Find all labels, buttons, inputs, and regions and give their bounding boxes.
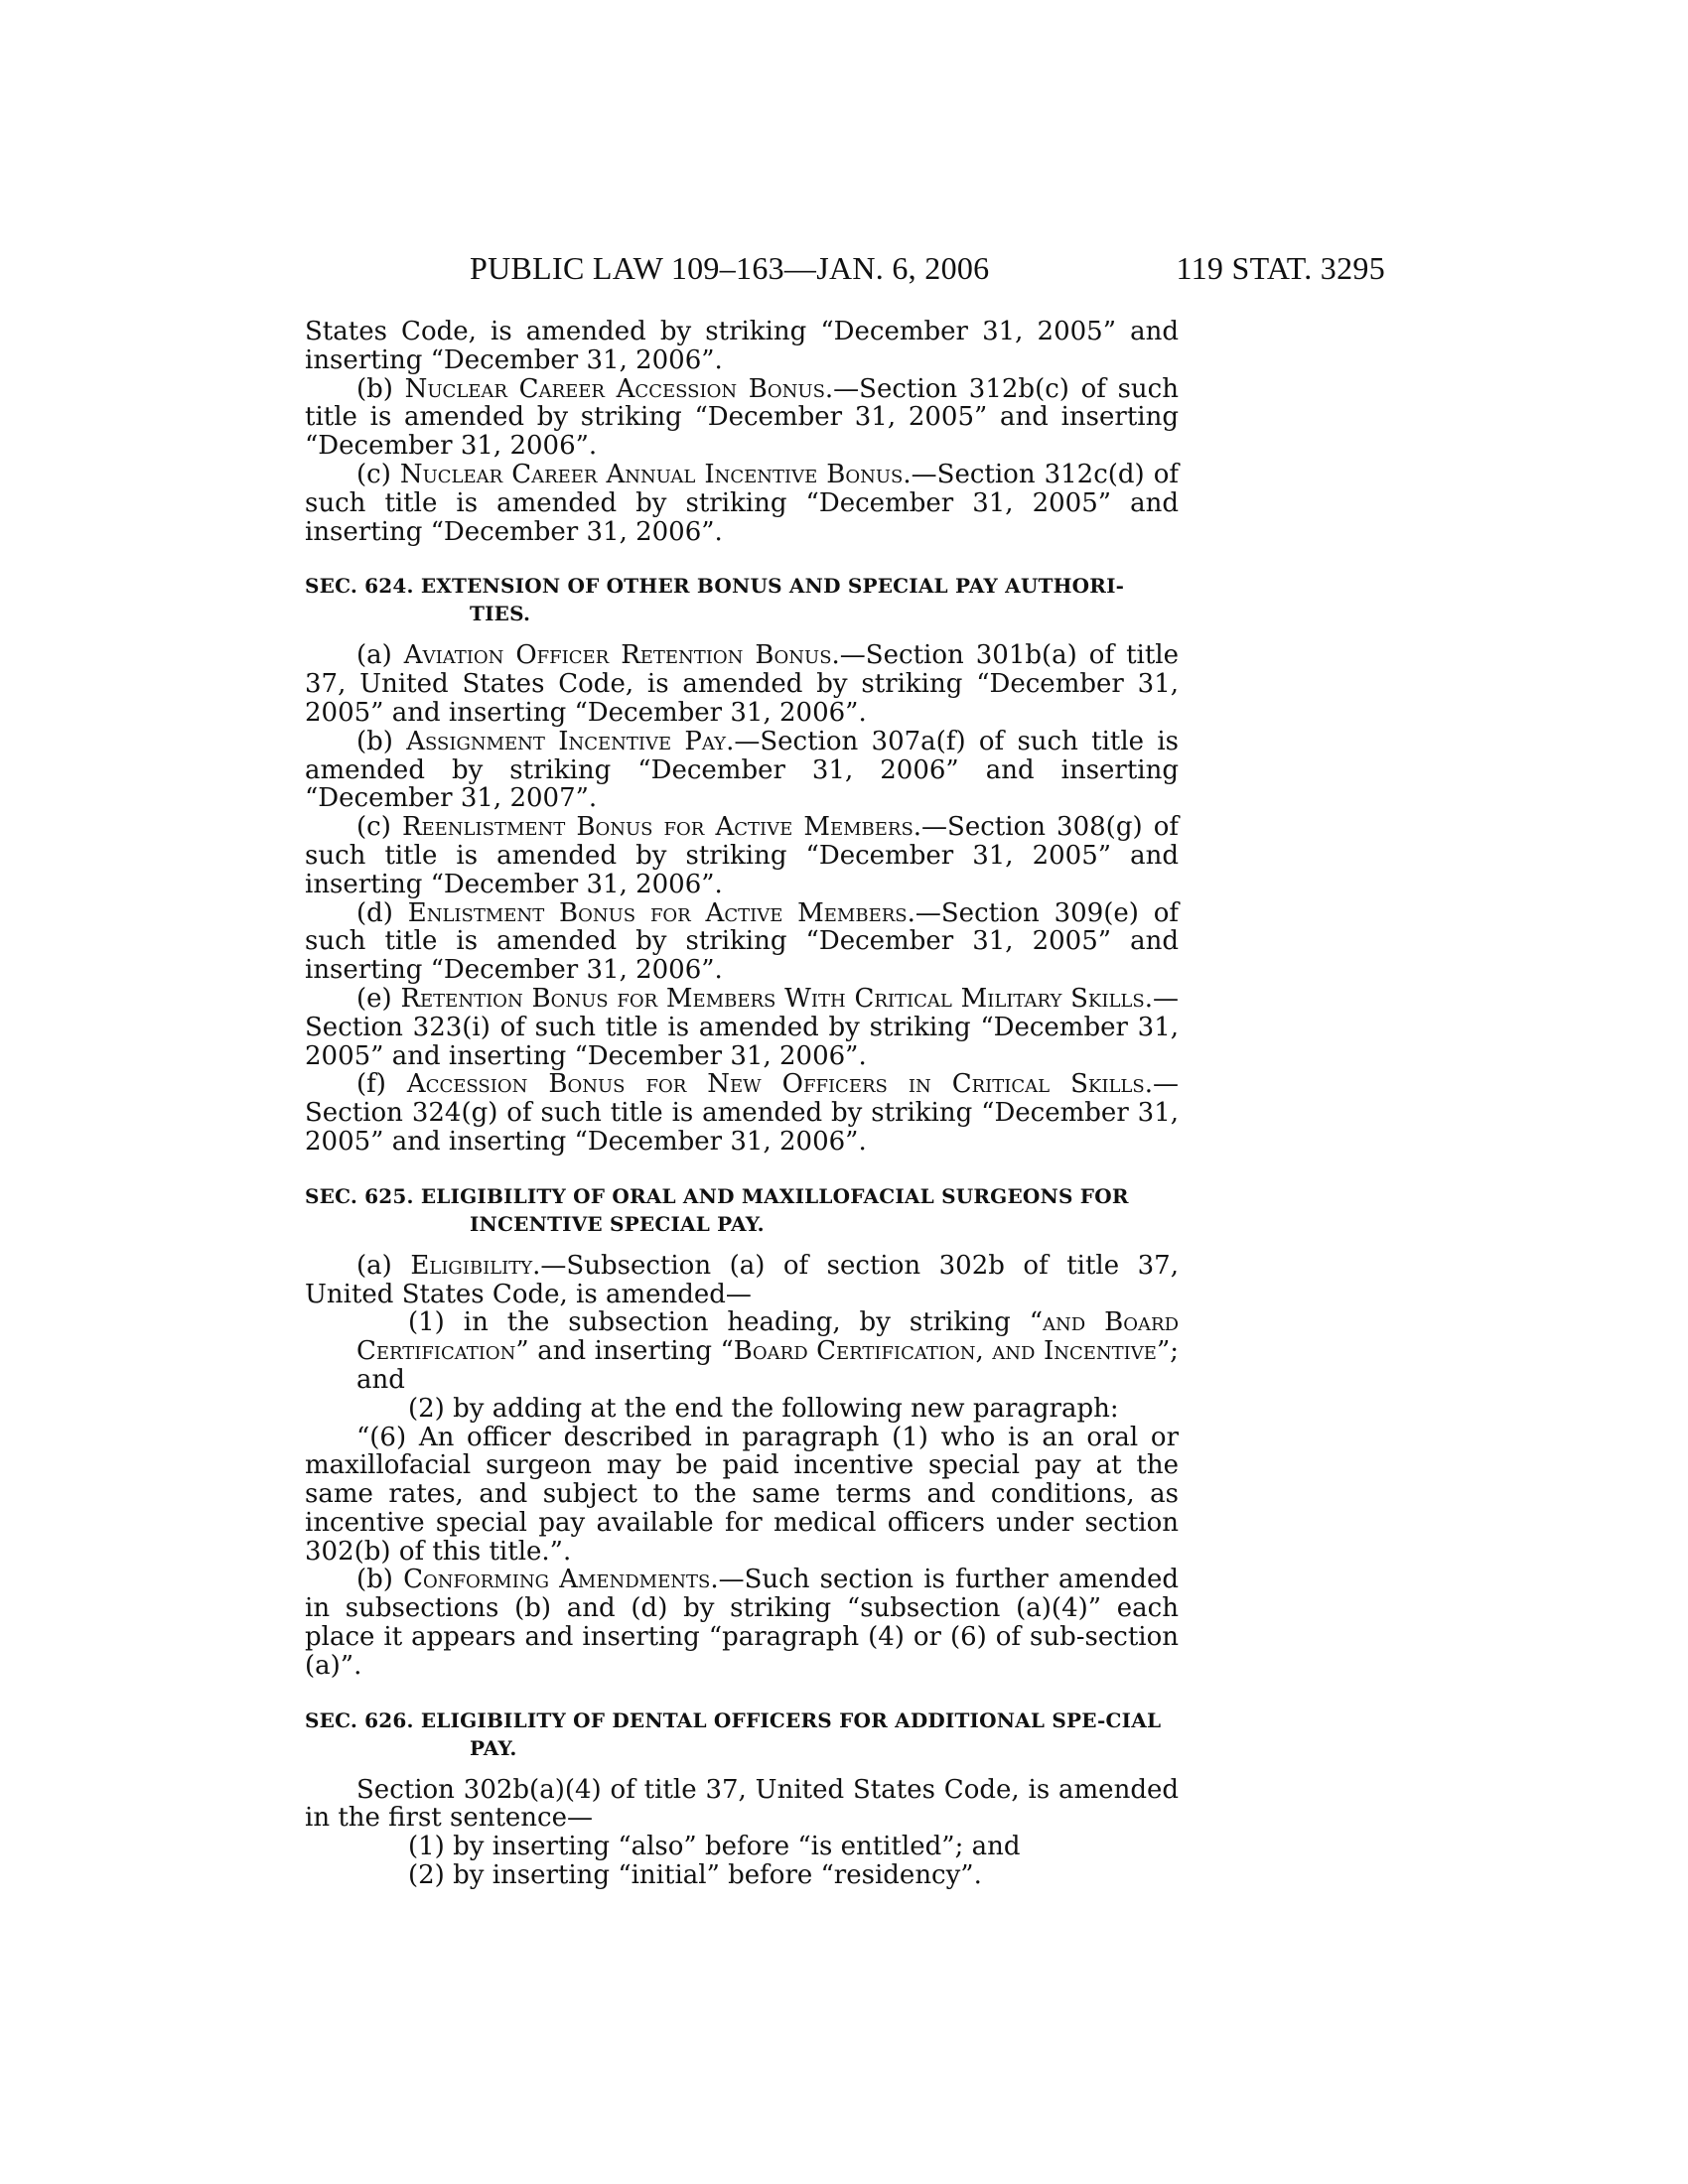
subsection-text: .—Section 323(i) of such title is amended by striking “December 31, 2005” and inserting “December 31, 2006”. bbox=[305, 983, 1179, 1071]
subsection-text: .—Subsection (a) of section 302b of title 37, United States Code, is amended— bbox=[305, 1250, 1179, 1309]
sec625-paragraph-2: (2) by adding at the end the following new paragraph: bbox=[408, 1393, 1119, 1424]
statute-page-number: 119 STAT. 3295 bbox=[1176, 250, 1385, 286]
subsection-text: .—Section 312b(c) of such title is amended by striking “December 31, 2005” and inserting “December 31, 2006”. bbox=[305, 373, 1179, 462]
subsection-label: (b) bbox=[356, 373, 405, 404]
subsection-c-nuclear-annual bbox=[305, 461, 1179, 546]
sec625-quoted-paragraph-6: “(6) An officer described in paragraph (1) who is an oral or maxillofacial surgeon may be paid incentive special pay at the same rates, and subject to the same terms and conditions, as incentive special pay available for medical officers under section 302(b) of this title.”. bbox=[305, 1422, 1179, 1567]
sec626-item-2: (2) by inserting “initial” before “residency”. bbox=[408, 1860, 982, 1891]
section-625-heading: SEC. 625. ELIGIBILITY OF ORAL AND MAXILLOFACIAL SURGEONS FOR INCENTIVE SPECIAL PAY. bbox=[305, 1183, 1129, 1236]
document-body bbox=[305, 318, 1179, 1890]
subsection-caption: Nuclear Career Annual Incentive Bonus bbox=[399, 459, 904, 489]
subsection-b-nuclear-accession bbox=[305, 375, 1179, 461]
subsection-text: .—Section 308(g) of such title is amended by striking “December 31, 2005” and inserting “December 31, 2006”. bbox=[305, 812, 1179, 899]
subsection-label: (e) bbox=[356, 983, 401, 1014]
paragraph-text: ” and inserting “ bbox=[515, 1336, 734, 1367]
subsection-label: (b) bbox=[356, 1565, 404, 1595]
subsection-caption: Retention Bonus for Members With Critical Military Skills bbox=[400, 983, 1145, 1014]
sec625-paragraph-1 bbox=[305, 1308, 1179, 1394]
subsection-caption: Enlistment Bonus for Active Members bbox=[407, 897, 908, 928]
page-header bbox=[303, 250, 1385, 290]
paragraph-text: ”; and bbox=[356, 1336, 1179, 1395]
sec624-subsection-e bbox=[305, 985, 1179, 1070]
subsection-label: (d) bbox=[356, 897, 408, 928]
subsection-caption: Nuclear Career Accession Bonus bbox=[404, 373, 825, 404]
subsection-caption: Accession Bonus for New Officers in Critical Skills bbox=[406, 1069, 1145, 1100]
subsection-label: (c) bbox=[356, 459, 400, 489]
sec624-subsection-b bbox=[305, 728, 1179, 813]
running-head-title: PUBLIC LAW 109–163—JAN. 6, 2006 bbox=[470, 250, 990, 286]
subsection-label: (f) bbox=[356, 1069, 407, 1100]
sec626-item-1: (1) by inserting “also” before “is entitled”; and bbox=[408, 1832, 1021, 1862]
subsection-label: (a) bbox=[356, 1250, 411, 1281]
subsection-caption: Aviation Officer Retention Bonus bbox=[403, 640, 832, 671]
quoted-caption-inserted: Board Certification, and Incentive bbox=[733, 1336, 1157, 1367]
subsection-text: .— Section 324(g) of such title is amended by striking “December 31, 2005” and inserting “December 31, 2006”. bbox=[305, 1069, 1179, 1157]
sec624-subsection-f bbox=[305, 1070, 1179, 1156]
subsection-text: .—Section 307a(f) of such title is amended by striking “December 31, 2006” and inserting “December 31, 2007”. bbox=[305, 726, 1179, 814]
sec624-subsection-a bbox=[305, 641, 1179, 727]
quoted-caption-struck: and Board Certification bbox=[356, 1307, 1180, 1367]
sec624-subsection-c bbox=[305, 813, 1179, 898]
sec625-subsection-b bbox=[305, 1566, 1179, 1680]
subsection-caption: Eligibility bbox=[410, 1250, 533, 1281]
paragraph-text: (1) in the subsection heading, by striking “ bbox=[408, 1307, 1044, 1338]
subsection-text: .—Section 312c(d) of such title is amended by striking “December 31, 2005” and inserting “December 31, 2006”. bbox=[305, 459, 1179, 547]
subsection-label: (b) bbox=[356, 726, 407, 756]
subsection-text: .—Such section is further amended in subsections (b) and (d) by striking “subsection (a)(4)” each place it appears and inserting “paragraph (4) or (6) of sub-section (a)”. bbox=[305, 1565, 1179, 1681]
subsection-caption: Reenlistment Bonus for Active Members bbox=[401, 812, 914, 843]
subsection-caption: Assignment Incentive Pay bbox=[406, 726, 727, 756]
sec626-intro: Section 302b(a)(4) of title 37, United States Code, is amended in the first sentence— bbox=[305, 1774, 1179, 1834]
subsection-label: (a) bbox=[356, 640, 404, 671]
subsection-label: (c) bbox=[356, 812, 402, 843]
sec624-subsection-d bbox=[305, 899, 1179, 985]
continuation-text: States Code, is amended by striking “December 31, 2005” and inserting “December 31, 2006”. bbox=[305, 317, 1179, 375]
subsection-text: .—Section 301b(a) of title 37, United States Code, is amended by striking “December 31, 2005” and inserting “December 31, 2006”. bbox=[305, 640, 1179, 728]
subsection-text: .—Section 309(e) of such title is amended by striking “December 31, 2005” and inserting “December 31, 2006”. bbox=[305, 897, 1179, 986]
section-626-heading: SEC. 626. ELIGIBILITY OF DENTAL OFFICERS FOR ADDITIONAL SPE-CIAL PAY. bbox=[305, 1707, 1162, 1760]
section-624-heading: SEC. 624. EXTENSION OF OTHER BONUS AND SPECIAL PAY AUTHORI-TIES. bbox=[305, 574, 1125, 626]
sec625-subsection-a bbox=[305, 1252, 1179, 1309]
subsection-caption: Conforming Amendments bbox=[403, 1565, 711, 1595]
